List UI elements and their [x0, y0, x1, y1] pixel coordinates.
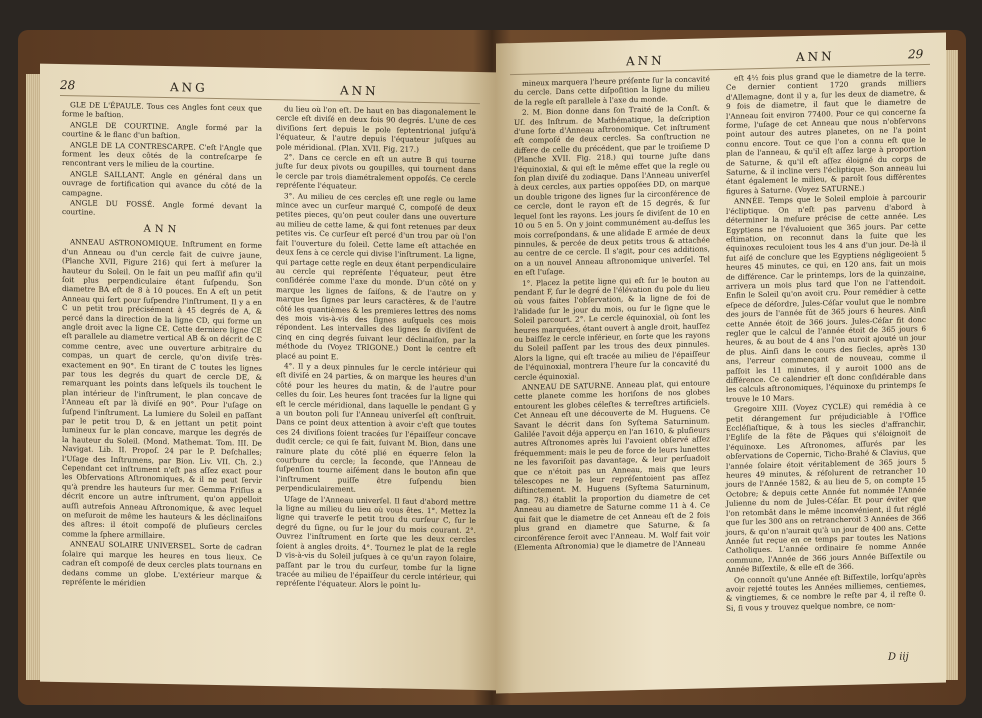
running-head-right-2: ANN: [796, 49, 835, 65]
section-heading: ANN: [143, 223, 181, 236]
right-column-1: [514, 74, 710, 553]
entry: GLE DE L'ÉPAULE. Tous ces Angles font ceux que forme le baſtion.: [62, 100, 262, 120]
signature-mark: D iij: [888, 651, 909, 663]
entry: On connoît qu'une Année eſt Biſſextile, lorſqu'après avoir rejetté toutes les Années milliemes, centiemes, & vingtiemes, & ce nombre le reſte par 4, il reſte 0. Si, ſi vous y trouvez quelque nombre, ce nom-: [726, 570, 926, 613]
entry: du lieu où l'on eſt. De haut en bas diagonalement le cercle eſt diviſé en deux fois 90 degrés. L'une de ces diviſions ſert depuis le pole ſeptentrional juſqu'à l'équateur, & l'autre depuis l'équateur juſques au pole méridional. (Plan. XVII. Fig. 217.): [276, 104, 476, 154]
entry: ANNEAU ASTRONOMIQUE. Inſtrument en forme d'un Anneau ou d'un cercle fait de cuivre jaune, (Planche XVII, Figure 216) qui ſert à meſurer la hauteur du Soleil. On le fait un peu maſſif afin qu'il ſoit plus perpendiculaire étant ſuſpendu. Son diametre BA eſt de 8 à 10 pouces. En A eſt un petit Anneau qui ſert pour ſuſpendre l'inſtrument. Il y a en C un petit trou précisément à 45 degrés de A, & percé dans la direction de la ligne CD, qui forme un angle droit avec la ligne CE. Cette derniere ligne CE eſt parallele au diametre vertical AB & on décrit de C comme centre, avec une ouverture arbitraire du compas, un quart de cercle, qu'on diviſe très-exactement en 90°. En tirant de C toutes les lignes par tous les degrés du quart de cercle DE, & remarquant les points dans leſquels ils touchent le plan intérieur de l'inſtrument, le plan concave de l'Anneau eſt par là diviſé en 90°. Pour l'uſage on ſuſpend l'inſtrument. La lumiere du Soleil en paſſant par le petit trou D, & en jettant un petit point lumineux ſur le plan concave, marque les degrés de la hauteur du Soleil. (Mond. Mathemat. Tom. III. De Navigat. Lib. II. Propoſ. 24 par le P. Deſchalles; l'Uſage des Inſtrumens, par Bion. Liv. VII. Ch. 2.) Cependant cet inſtrument n'eſt pas aſſez exact pour les Obſervations Aſtronomiques, & il ne peut ſervir qu'à prendre les hauteurs ſur mer. Gemma Friſius a décrit encore un autre inſtrument, qu'on appelloit auſſi autrefois Anneau Aſtronomique, & avec lequel on meſuroit de même les hauteurs & les déclinaiſons des aſtres: il étoit compoſé de pluſieurs cercles comme la ſphere armillaire.: [62, 237, 262, 540]
entry: 2. M. Bion donne dans ſon Traité de la Conſt. & Uſ. des Inſtrum. de Mathématique, la deſcription d'une ſorte d'Anneau aſtronomique. Cet inſtrument eſt compoſé de deux cercles. Sa conſtruction ne differe de celle du précédent, que par le troiſieme D (Planche XVII. Fig. 218.) qui tourne juſte dans l'équinoxial, & qui eſt le même effet que la regle ou ſon plan diviſé du zodiaque. Dans l'Anneau univerſel à deux cercles, aux parties oppoſées DD, on marque un double trigone des lignes ſur la circonférence de ce cercle, dont le rayon eſt de 15 degrés, & ſur lequel ſont les rayons. Les jours ſe diviſent de 10 en 10 ou 5 en 5. On y joint communément au-deſſus les mois correſpondans, & une alidade E armée de deux pinnules, & percée de deux petits trous & attachée au centre de ce cercle. Il s'agit, pour ces additions, on a un nouvel Anneau aſtronomique univerſel. Tel en eſt l'uſage.: [514, 103, 710, 278]
entry: ANNEAU SOLAIRE UNIVERSEL. Sorte de cadran ſolaire qui marque les heures en tous lieux. Ce cadran eſt compoſé de deux cercles plats tournans en dedans comme un globe. L'extérieur marque & repréſente le méridien: [62, 539, 262, 588]
entry: 3°. Au milieu de ces cercles eſt une regle ou lame mince avec un curſeur marqué C, compoſé de deux petites pieces, qu'on peut couler dans une ouverture au milieu de cette lame, & qui font retenues par deux petites vis. Ce curſeur eſt percé d'un trou par où l'on fait l'ouverture du ſoleil. Cette lame eſt attachée en deux ſens à ce cercle qui divise l'inſtrument. La ligne, qui partage cette regle en deux étant perpendiculaire au cercle qui repréſente l'équateur, peut être conſidérée comme l'axe du monde. D'un côté on y marque les lignes de ſaiſons, & de l'autre on y marque les ſignes par leurs caractères, & de l'autre côté les quantièmes & les premieres lettres des noms des mois vis-à-vis des ſignes auſquels ces mois répondent. Les intervalles des lignes ſe diviſent de cinq en cinq degrés ſuivant leur déclinaiſon, par la méthode du (Voyez TRIGONE.) Dont le centre eſt placé au point E.: [276, 190, 476, 361]
entry: ANNÉE. Temps que le Soleil emploie à parcourir l'écliptique. On n'eſt pas parvenu d'abord à déterminer la meſure précise de cette année. Les Egyptiens ne l'évaluoient que 365 jours. Par cette eſtimation, on reconnut dans la ſuite que les équinoxes reculoient tous les 4 ans d'un jour. De-là il fut aiſé de conclure que les Egyptiens négligeoient 5 heures 45 minutes, ce qui, en 120 ans, fait un mois de différence. Car le printemps, lors de la quinzaine, arrivera un mois plus tard que l'on ne l'attendoit. Enfin le Soleil qu'on avoit cru. Pour remédier à cette eſpece de déſordre, Jules-Céſar voulut que le nombre des jours de l'année fût de 365 jours 6 heures. Ainſi cette Année étoit de 366 jours. Jules-Céſar fit donc regler que le calcul de l'année étoit de 365 jours 6 heures, & au bout de 4 ans l'on auroit ajouté un jour de plus. Ainſi dans le cours des ſiecles, après 130 ans, l'erreur commençant de nouveau, comme il paſſoit les 11 minutes, il y auroit 1000 ans de différence. Ce calendrier eſt donc conſidérable dans les calculs aſtronomiques, l'équinoxe du printemps ſe trouve le 10 Mars.: [726, 192, 926, 404]
running-head-left-2: ANN: [340, 83, 379, 99]
running-head-left: ANG: [170, 80, 208, 95]
open-book: [18, 30, 966, 705]
entry: Uſage de l'Anneau univerſel. Il faut d'abord mettre la ligne au milieu du lieu où vous êtes. 1°. Mettez la ligne qui traverſe le petit trou du curſeur C, ſur le degré du ſigne, ou ſur le jour du mois courant. 2°. Ouvrez l'inſtrument en ſorte que les deux cercles ſoient à angles droits. 4°. Tournez le plat de la regle D vis-à-vis du Soleil juſques à ce qu'un rayon ſolaire, paſſant par le trou du curſeur, tombe ſur la ligne tracée au milieu de l'épaiſſeur du cercle intérieur, qui repréſente l'équateur. Alors le point lu-: [276, 493, 476, 591]
entry: ANGLE DE LA CONTRESCARPE. C'eſt l'Angle que forment les deux côtés de la contreſcarpe ſe rencontrant vers le milieu de la courtine.: [62, 139, 262, 171]
left-column-1: [62, 100, 262, 591]
left-page: [40, 64, 496, 691]
entry: mineux marquera l'heure préſente ſur la concavité du cercle. Dans cette diſpoſition la ligne du milieu de la regle eſt parallele à l'axe du monde.: [514, 74, 710, 107]
page-number-right: 29: [908, 47, 924, 62]
running-head-right: ANN: [626, 53, 665, 69]
entry: 1°. Placez la petite ligne qui eſt ſur le bouton au pendant F, ſur le degré de l'élévation du pole du lieu où vous faites l'obſervation, & la ligne de foi de l'alidade ſur le jour du mois, ou ſur le ſigne que le Soleil parcourt. 2°. Le cercle équinoxial, où ſont les heures marquées, étant ouvert à angle droit, hauſſez ou baiſſez le cercle inférieur, en ſorte que les rayons du Soleil paſſent par les trous des deux pinnules. Alors la ligne, qui eſt tracée au milieu de l'épaiſſeur de l'équinoxial, montrera l'heure ſur la concavité du cercle équinoxial.: [514, 273, 710, 382]
right-column-2: [726, 69, 926, 614]
right-page: [496, 33, 946, 694]
page-number-left: 28: [60, 78, 76, 93]
entry: eſt 4½ fois plus grand que le diametre de la terre. Ce dernier contient 1720 grands milliers d'Allemagne, dont il y a, ſur les deux de diametre, & 9 fois de diametre, il faut que le diametre de l'Anneau ſoit environ 77400. Pour ce qui concerne ſa forme, l'uſage de cet Anneau que nous n'obſervons point autour des autres planetes, on ne l'a point connu encore. Tout ce que l'on a connu eſt que le plan de l'anneau, & qu'il eſt aſſez large à proportion de Saturne, & qu'il eſt aſſez éloigné du corps de Saturne, & il incline vers l'écliptique. Son anneau lui étant également le milieu, & paroît ſous différentes figures à Saturne. (Voyez SATURNE.): [726, 68, 926, 196]
entry: Gregoire XIII. (Voyez CYCLE) qui remédia à ce petit dérangement ſur préjudiciable à l'Office Eccléſiaſtique, & à tous les siecles d'affranchir, l'Egliſe de la fête de Pâques qui s'éloignoit de l'équinoxe. Les Aſtronomes, aſſurés par les obſervations de Copernic, Ticho-Brahé & Clavius, que l'année ſolaire étoit véritablement de 365 jours 5 heures 49 minutes, & réſolurent de retrancher 10 jours de l'Année 1582, & au lieu de 5, on compte 15 Octobre; & depuis cette Année fut nommée l'Année Julienne du nom de Jules-Céſar. Et pour éviter que l'on retombât dans le même inconvénient, il fut réglé que ſur les 300 ans on retrancheroit 3 Années de 366 jours, & qu'on n'aurait qu'à un jour de 400 ans. Cette Année ſut reçue en ce temps par toutes les Nations Catholiques. L'année ordinaire ſe nomme Année commune, l'Année de 366 jours Année Biſſextile ou Année Biſſextile, & elle eſt de 366.: [726, 400, 926, 575]
entry: 4°. Il y a deux pinnules ſur le cercle intérieur qui eſt diviſé en 24 parties, & on marque les heures d'un côté pour les heures du matin, & de l'autre pour celles du ſoir. Les heures ſont tracées ſur la ligne qui eſt le cercle méridional, dans laquelle le pendant G y a un bouton poli ſur l'Anneau univerſel eſt conſtruit. Dans ce point deux attention à avoir c'eſt que toutes ces 24 diviſions ſoient tracées ſur l'épaiſſeur concave dudit cercle; ce qui ſe fait, ſuivant M. Bion, dans une rainure plate du côté plié en équerre ſelon la courbure du cercle; la ſeconde, que l'Anneau de ſuſpenſion tourne aiſément dans le bouton afin que l'inſtrument puiſſe être ſuſpendu bien perpendiculairement.: [276, 361, 476, 494]
entry: ANGLE DE COURTINE. Angle formé par la courtine & le flanc d'un baſtion.: [62, 120, 262, 141]
page-edges-right: [944, 50, 958, 680]
entry: 2°. Dans ce cercle en eſt un autre B qui tourne juſte ſur deux pivots ou goupilles, qui tournent dans le cercle par trois diamétralement oppoſés. Ce cercle repréſente l'équateur.: [276, 152, 476, 191]
entry: ANGLE DU FOSSÉ. Angle formé devant la courtine.: [62, 198, 262, 218]
entry: ANNEAU DE SATURNE. Anneau plat, qui entoure cette planete comme les horiſons de nos globes entourent les globes céleſtes & terreſtres artificiels. Cet Anneau eſt une découverte de M. Huguens. Ce Savant le décrit dans ſon Syſtema Saturninum. Galilée l'avoit déja apperçu en l'an 1610, & pluſieurs autres Aſtronomes après lui l'avoient obſervé aſſez fréquemment: mais le peu de force de leurs lunettes ne les favoriſoit pas davantage, & leur perſuadoit que ce n'étoit pas un Anneau, mais que leurs télescopes ne le leur repréſentoient pas aſſez diſtinctement. M. Huguens (Syſtema Saturninum, pag. 78.) établit la proportion du diametre de cet Anneau au diametre de Saturne comme 11 à 4. Ce qui fait que le diametre de cet Anneau eſt de 2 fois plus grand en diametre que Saturne, & ſa circonférence ſeroit avec l'Anneau. M. Wolf fait voir (Elementa Aſtronomia) que le diametre de l'Anneau: [514, 378, 710, 552]
entry: ANGLE SAILLANT. Angle en général dans un ouvrage de fortification qui avance du côté de la campagne.: [62, 169, 262, 198]
left-column-2: [276, 104, 476, 593]
